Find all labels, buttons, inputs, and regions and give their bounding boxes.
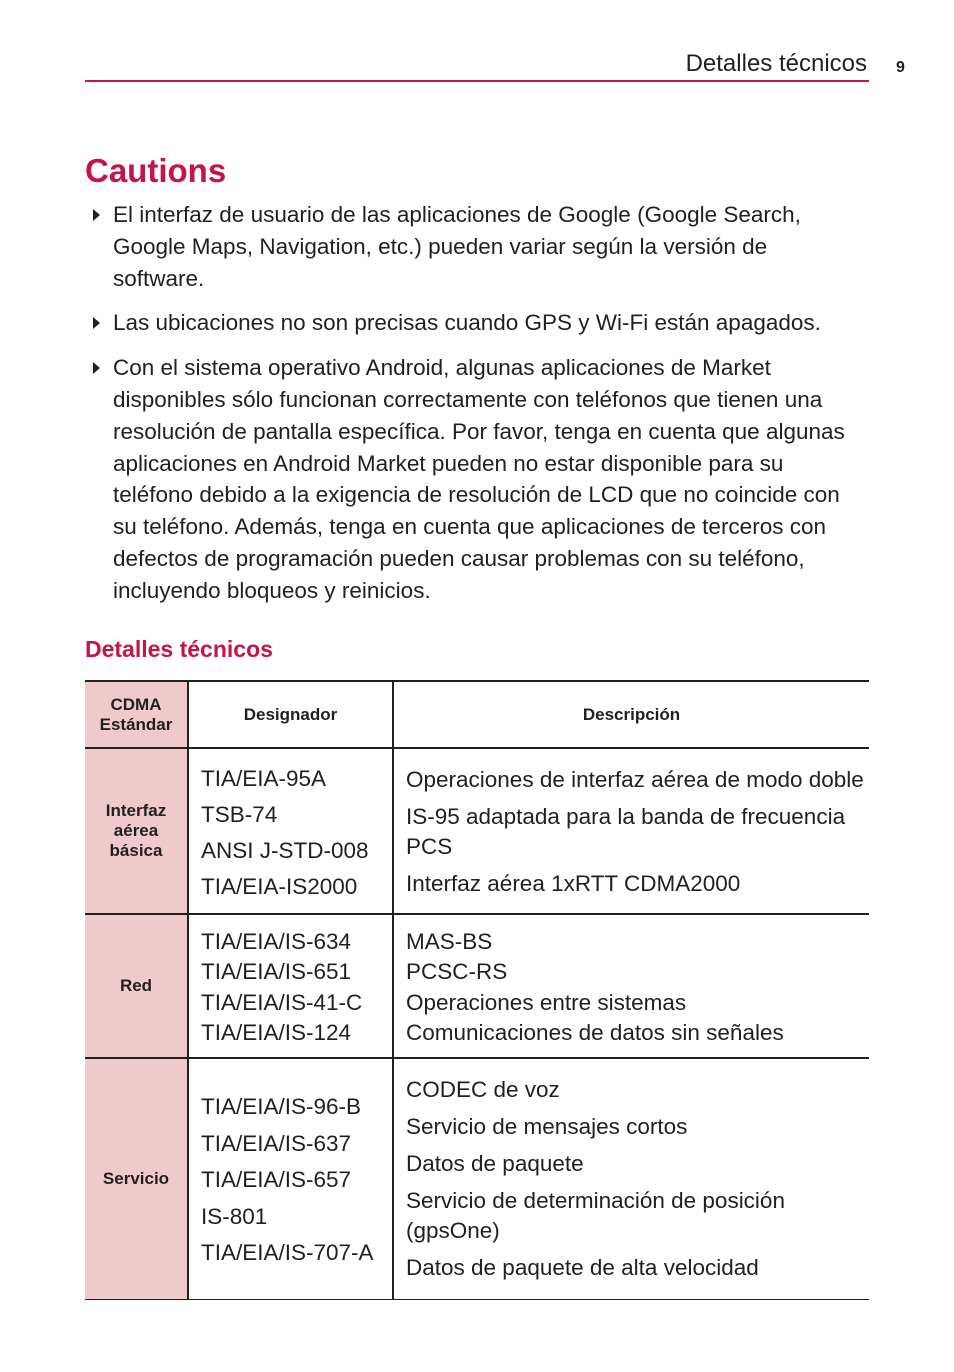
standard-label: básica (109, 841, 163, 860)
description: IS-95 adaptada para la banda de frecuencia (406, 804, 846, 829)
standard-label: Red (119, 975, 153, 995)
standard-label: aérea (113, 821, 159, 840)
table-header-row (85, 681, 869, 748)
standard-label: Servicio (102, 1168, 170, 1188)
description: Operaciones entre sistemas (406, 989, 687, 1015)
description-cell (393, 914, 869, 1058)
table-row (85, 914, 869, 1058)
description: Datos de paquete (406, 1151, 584, 1176)
standard-cell (85, 748, 188, 914)
specs-title: Detalles técnicos (85, 636, 273, 662)
designator: TIA/EIA/IS-651 (201, 959, 352, 985)
header-designator: Designador (188, 681, 393, 748)
standard-cell (85, 914, 188, 1058)
description: Servicio de determinación de posición (406, 1188, 785, 1213)
table-row (85, 748, 869, 914)
designator: TIA/EIA/IS-124 (201, 1019, 352, 1045)
designator: TIA/EIA/IS-657 (201, 1167, 352, 1192)
description: Comunicaciones de datos sin señales (406, 1019, 784, 1045)
description: CODEC de voz (406, 1077, 560, 1102)
designator: TIA/EIA/IS-637 (201, 1130, 352, 1156)
table-row (85, 1058, 869, 1299)
description: Interfaz aérea 1xRTT CDMA2000 (406, 871, 741, 896)
designator: IS-801 (201, 1203, 268, 1229)
page-header (85, 50, 869, 82)
triangle-bullet-icon (93, 317, 100, 329)
header-standard (85, 681, 188, 748)
designator: ANSI J-STD-008 (201, 838, 369, 863)
description: Operaciones de interfaz aérea de modo doble (406, 767, 864, 792)
description: Datos de paquete de alta velocidad (406, 1255, 759, 1280)
designator: TIA/EIA-95A (201, 766, 327, 791)
designator-cell (188, 1058, 393, 1299)
designator: TIA/EIA/IS-634 (201, 929, 352, 954)
caution-line: resolución de pantalla específica. Por favor, tenga en cuenta que algunas (113, 418, 845, 444)
designator-cell (188, 748, 393, 914)
cautions-title: Cautions (85, 152, 227, 189)
description-cell (393, 1058, 869, 1299)
caution-line: defectos de programación pueden causar problemas con su teléfono, (113, 545, 805, 571)
header-standard-line: Estándar (99, 714, 173, 734)
header-title: Detalles técnicos (685, 50, 867, 77)
standard-label: Interfaz (105, 801, 167, 820)
caution-line: Con el sistema operativo Android, algunas aplicaciones de Market (113, 355, 771, 381)
description-cell (393, 748, 869, 914)
cautions-list (85, 199, 875, 620)
description: PCSC-RS (406, 959, 508, 985)
specs-table (85, 680, 869, 1300)
caution-line: software. (113, 265, 205, 291)
caution-item (85, 199, 875, 294)
caution-line: disponibles sólo funcionan correctamente con teléfonos que tienen una (113, 386, 823, 412)
description: (gpsOne) (406, 1218, 500, 1243)
header-standard-line: CDMA (110, 694, 162, 714)
triangle-bullet-icon (93, 362, 100, 374)
page-number: 9 (896, 59, 905, 76)
description: PCS (406, 834, 453, 859)
caution-line: El interfaz de usuario de las aplicaciones de Google (Google Search, (113, 202, 801, 227)
caution-line: teléfono debido a la exigencia de resolución de LCD que no coincide con (113, 482, 840, 508)
standard-cell (85, 1058, 188, 1299)
designator: TIA/EIA-IS2000 (201, 874, 358, 899)
designator: TIA/EIA/IS-96-B (201, 1094, 362, 1119)
caution-line: Google Maps, Navigation, etc.) pueden variar según la versión de (113, 233, 768, 259)
designator: TIA/EIA/IS-41-C (201, 989, 363, 1015)
caution-line: incluyendo bloqueos y reinicios. (113, 577, 431, 603)
caution-line: Las ubicaciones no son precisas cuando GPS y Wi-Fi están apagados. (113, 310, 821, 336)
caution-item (85, 307, 875, 339)
description: Servicio de mensajes cortos (406, 1114, 688, 1139)
header-description: Descripción (393, 681, 869, 748)
caution-line: su teléfono. Además, tenga en cuenta que aplicaciones de terceros con (113, 514, 826, 540)
caution-item (85, 352, 875, 606)
triangle-bullet-icon (93, 209, 100, 221)
designator-cell (188, 914, 393, 1058)
description: MAS-BS (406, 929, 493, 954)
designator: TSB-74 (201, 802, 278, 827)
designator: TIA/EIA/IS-707-A (201, 1240, 374, 1265)
caution-line: aplicaciones en Android Market pueden no estar disponible para su (113, 450, 784, 476)
